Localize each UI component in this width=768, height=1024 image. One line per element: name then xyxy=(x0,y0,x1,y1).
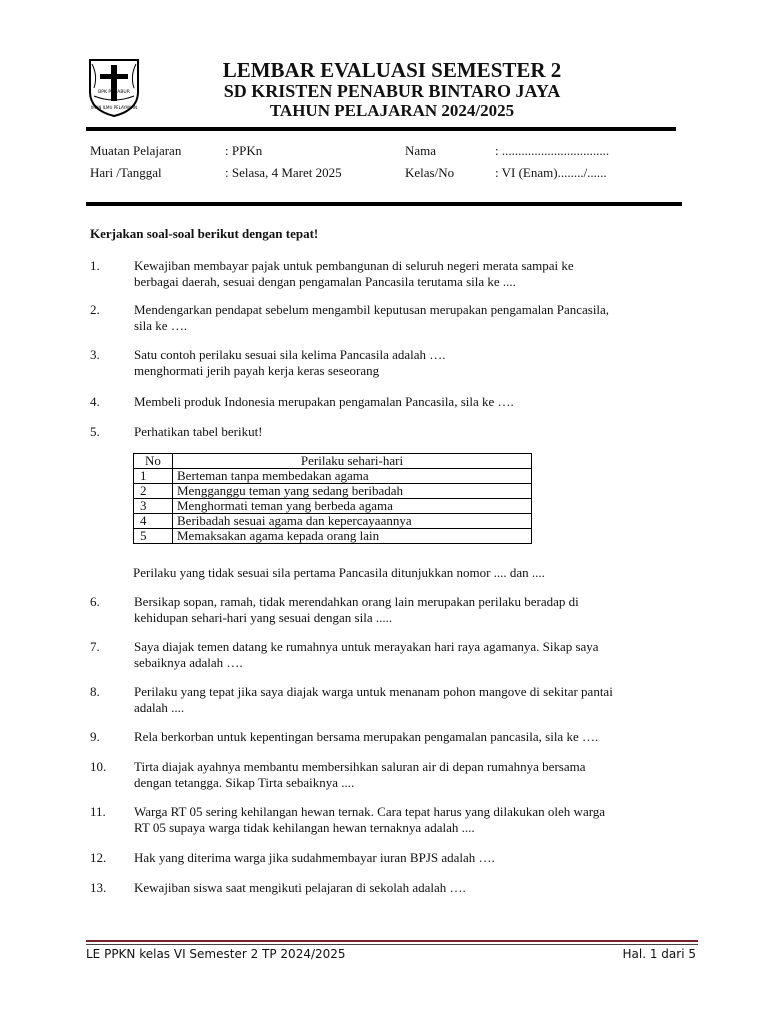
school-name: SD KRISTEN PENABUR BINTARO JAYA xyxy=(223,81,561,101)
table-row xyxy=(134,514,532,529)
question-number: 9. xyxy=(90,729,100,744)
question-text: Rela berkorban untuk kepentingan bersama merupakan pengamalan pancasila, sila ke …. xyxy=(134,729,599,744)
question-number: 11. xyxy=(90,804,106,819)
table-cell-no: 5 xyxy=(134,529,173,544)
name-label: Nama xyxy=(405,143,437,158)
question-text: Saya diajak temen datang ke rumahnya untuk merayakan hari raya agamanya. Sikap saya xyxy=(134,639,599,654)
table-cell-perilaku: Berteman tanpa membedakan agama xyxy=(173,469,532,484)
name-field[interactable]: : ................................. xyxy=(495,143,610,158)
question-text: Membeli produk Indonesia merupakan pengamalan Pancasila, sila ke …. xyxy=(134,394,514,409)
question-number: 6. xyxy=(90,594,100,609)
footer-document-label: LE PPKN kelas VI Semester 2 TP 2024/2025 xyxy=(86,947,346,961)
question-text: Perhatikan tabel berikut! xyxy=(134,424,263,439)
page-title: LEMBAR EVALUASI SEMESTER 2 xyxy=(222,58,562,82)
subject-label: Muatan Pelajaran xyxy=(90,143,182,158)
footer-divider-thin xyxy=(86,944,698,945)
table-row xyxy=(134,484,532,499)
question-text: Mendengarkan pendapat sebelum mengambil keputusan merupakan pengamalan Pancasila, xyxy=(134,302,610,317)
question-text: sebaiknya adalah …. xyxy=(134,655,243,670)
question-text: menghormati jerih payah kerja keras seseorang xyxy=(134,363,380,378)
table-row xyxy=(134,469,532,484)
class-field[interactable]: : VI (Enam)......../...... xyxy=(495,165,607,180)
question-text: RT 05 supaya warga tidak kehilangan hewan ternaknya adalah .... xyxy=(134,820,475,835)
table-cell-perilaku: Menghormati teman yang berbeda agama xyxy=(173,499,532,514)
question-number: 7. xyxy=(90,639,100,654)
table-cell-no: 4 xyxy=(134,514,173,529)
question-number: 13. xyxy=(90,880,107,895)
table-cell-perilaku: Memaksakan agama kepada orang lain xyxy=(173,529,532,544)
question-number: 5. xyxy=(90,424,100,439)
class-label: Kelas/No xyxy=(405,165,455,180)
table-cell-perilaku: Beribadah sesuai agama dan kepercayaannya xyxy=(173,514,532,529)
question-text: dengan tetangga. Sikap Tirta sebaiknya .... xyxy=(134,775,355,790)
instruction: Kerjakan soal-soal berikut dengan tepat! xyxy=(90,226,319,241)
footer-divider xyxy=(86,940,698,942)
subject-value: : PPKn xyxy=(225,143,263,158)
page-number: Hal. 1 dari 5 xyxy=(622,947,696,961)
question-text: Perilaku yang tepat jika saya diajak warga untuk menanam pohon mangove di sekitar pantai xyxy=(134,684,613,699)
question-text: Hak yang diterima warga jika sudahmembayar iuran BPJS adalah …. xyxy=(134,850,495,865)
info-divider xyxy=(86,202,682,206)
question-number: 3. xyxy=(90,347,100,362)
date-label: Hari /Tanggal xyxy=(90,165,162,180)
question-5-note: Perilaku yang tidak sesuai sila pertama Pancasila ditunjukkan nomor .... dan .... xyxy=(133,565,545,580)
table-cell-no: 3 xyxy=(134,499,173,514)
question-number: 12. xyxy=(90,850,107,865)
question-text: Kewajiban siswa saat mengikuti pelajaran di sekolah adalah …. xyxy=(134,880,466,895)
table-cell-perilaku: Mengganggu teman yang sedang beribadah xyxy=(173,484,532,499)
question-number: 8. xyxy=(90,684,100,699)
question-text: Warga RT 05 sering kehilangan hewan ternak. Cara tepat harus yang dilakukan oleh warga xyxy=(134,804,606,819)
logo-text-bottom: IMAN ILMU PELAYANAN xyxy=(91,105,137,110)
academic-year: TAHUN PELAJARAN 2024/2025 xyxy=(269,101,515,120)
table-row xyxy=(134,499,532,514)
question-text: berbagai daerah, sesuai dengan pengamalan Pancasila terutama sila ke .... xyxy=(134,274,516,289)
logo-text-top: BPK PENABUR xyxy=(98,90,130,95)
question-text: adalah .... xyxy=(134,700,185,715)
question-text: kehidupan sehari-hari yang sesuai dengan sila ..... xyxy=(134,610,393,625)
table-header-no: No xyxy=(134,454,173,469)
question-number: 10. xyxy=(90,759,107,774)
table-row xyxy=(134,529,532,544)
question-text: Satu contoh perilaku sesuai sila kelima Pancasila adalah …. xyxy=(134,347,446,362)
school-logo xyxy=(86,56,142,118)
question-text: Bersikap sopan, ramah, tidak merendahkan orang lain merupakan perilaku beradap di xyxy=(134,594,579,609)
question-text: Kewajiban membayar pajak untuk pembangunan di seluruh negeri merata sampai ke xyxy=(134,258,574,273)
question-text: sila ke …. xyxy=(134,318,188,333)
question-text: Tirta diajak ayahnya membantu membersihkan saluran air di depan rumahnya bersama xyxy=(134,759,586,774)
question-number: 1. xyxy=(90,258,100,273)
question-number: 2. xyxy=(90,302,100,317)
table-header-perilaku: Perilaku sehari-hari xyxy=(173,454,532,469)
table-header-row xyxy=(134,454,532,469)
table-cell-no: 2 xyxy=(134,484,173,499)
date-value: : Selasa, 4 Maret 2025 xyxy=(225,165,342,180)
table-cell-no: 1 xyxy=(134,469,173,484)
question-number: 4. xyxy=(90,394,100,409)
behavior-table xyxy=(133,453,532,544)
header-divider xyxy=(86,127,676,131)
